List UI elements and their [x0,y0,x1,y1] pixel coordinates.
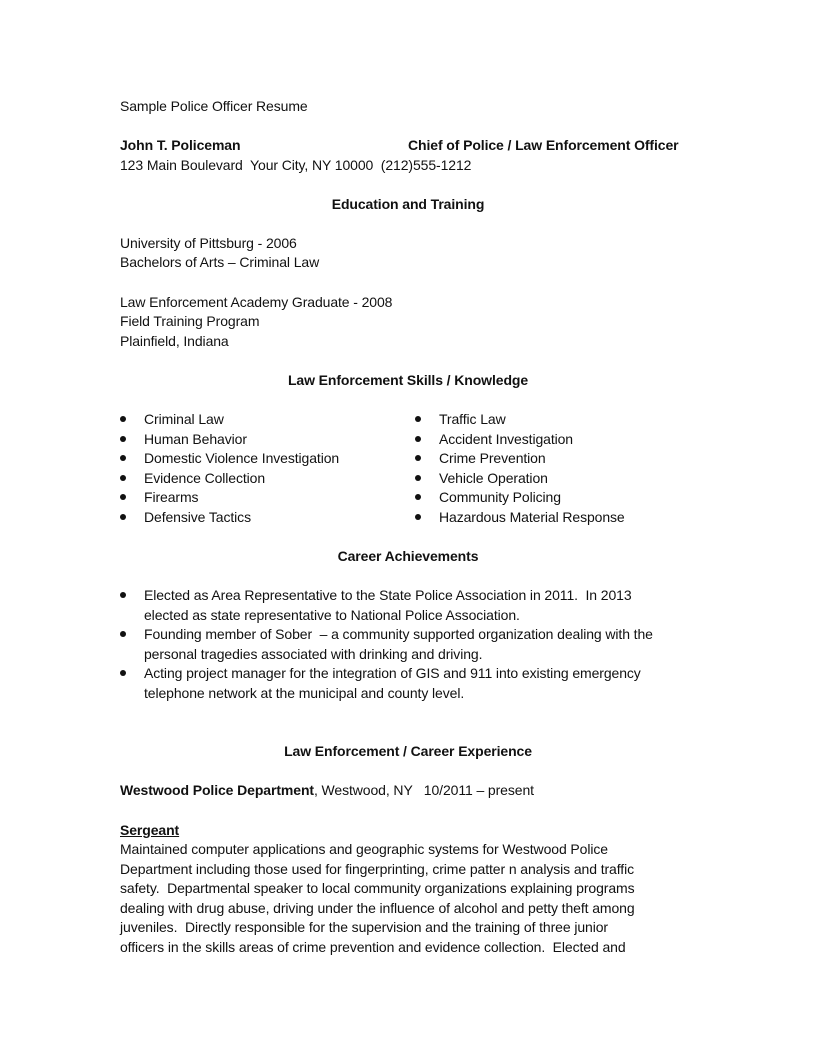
candidate-name: John T. Policeman [120,137,241,153]
experience-line: Department including those used for fingerprinting, crime patter n analysis and traffic [120,860,634,877]
skill-item: Domestic Violence Investigation [144,450,340,466]
bullet-icon [415,514,421,520]
skill-item: Firearms [144,489,199,505]
employer-name: Westwood Police Department [120,782,314,798]
bullet-icon [415,436,421,442]
skill-item: Traffic Law [439,411,506,427]
education-line: Law Enforcement Academy Graduate - 2008 [120,294,393,310]
skill-item: Community Policing [439,489,561,505]
skill-item: Crime Prevention [439,450,546,466]
achievement-line: Founding member of Sober – a community supported organization dealing with the [144,626,653,642]
experience-line: officers in the skills areas of crime prevention and evidence collection. Elected and [120,939,626,955]
contact-info: 123 Main Boulevard Your City, NY 10000 (212)555-1212 [120,157,472,173]
bullet-icon [120,436,126,442]
experience-line: safety. Departmental speaker to local community organizations explaining programs [120,880,635,897]
bullet-icon [415,416,421,422]
education-line: Plainfield, Indiana [120,333,229,349]
role-title-text: Sergeant [120,822,180,838]
bullet-icon [415,455,421,461]
skill-item: Accident Investigation [439,430,573,447]
achievement-line: telephone network at the municipal and county level. [144,684,465,701]
education-line: Field Training Program [120,313,260,329]
skill-item: Vehicle Operation [439,469,548,486]
bullet-icon [120,592,126,598]
bullet-icon [120,475,126,481]
skill-item: Hazardous Material Response [439,508,625,525]
bullet-icon [120,514,126,520]
candidate-position: Chief of Police / Law Enforcement Officer [408,137,679,153]
experience-line: dealing with drug abuse, driving under the influence of alcohol and petty theft among [120,899,635,916]
bullet-icon [120,416,126,422]
bullet-icon [120,670,126,676]
role-title [120,821,179,839]
experience-line: juveniles. Directly responsible for the supervision and the training of three junior [120,919,608,936]
skill-item: Human Behavior [144,430,247,447]
skill-item: Evidence Collection [144,469,266,486]
education-line: Bachelors of Arts – Criminal Law [120,254,320,270]
education-heading: Education and Training [331,196,485,212]
achievement-line: personal tragedies associated with drinking and driving. [144,645,483,662]
achievement-line: elected as state representative to National Police Association. [144,606,520,623]
bullet-icon [415,475,421,481]
bullet-icon [120,494,126,500]
experience-line: Maintained computer applications and geographic systems for Westwood Police [120,841,608,857]
skill-item: Criminal Law [144,411,224,427]
bullet-icon [120,631,126,637]
education-line: University of Pittsburg - 2006 [120,235,297,251]
employer-details: , Westwood, NY 10/2011 – present [313,782,534,798]
achievement-line: Acting project manager for the integration of GIS and 911 into existing emergency [144,665,641,681]
document-title: Sample Police Officer Resume [120,98,308,114]
skill-item: Defensive Tactics [144,508,251,525]
bullet-icon [120,455,126,461]
employer-line [120,781,534,799]
achievement-line: Elected as Area Representative to the State Police Association in 2011. In 2013 [144,587,632,603]
experience-heading: Law Enforcement / Career Experience [284,743,532,759]
bullet-icon [415,494,421,500]
achievements-heading: Career Achievements [337,548,479,564]
skills-heading: Law Enforcement Skills / Knowledge [287,372,529,388]
